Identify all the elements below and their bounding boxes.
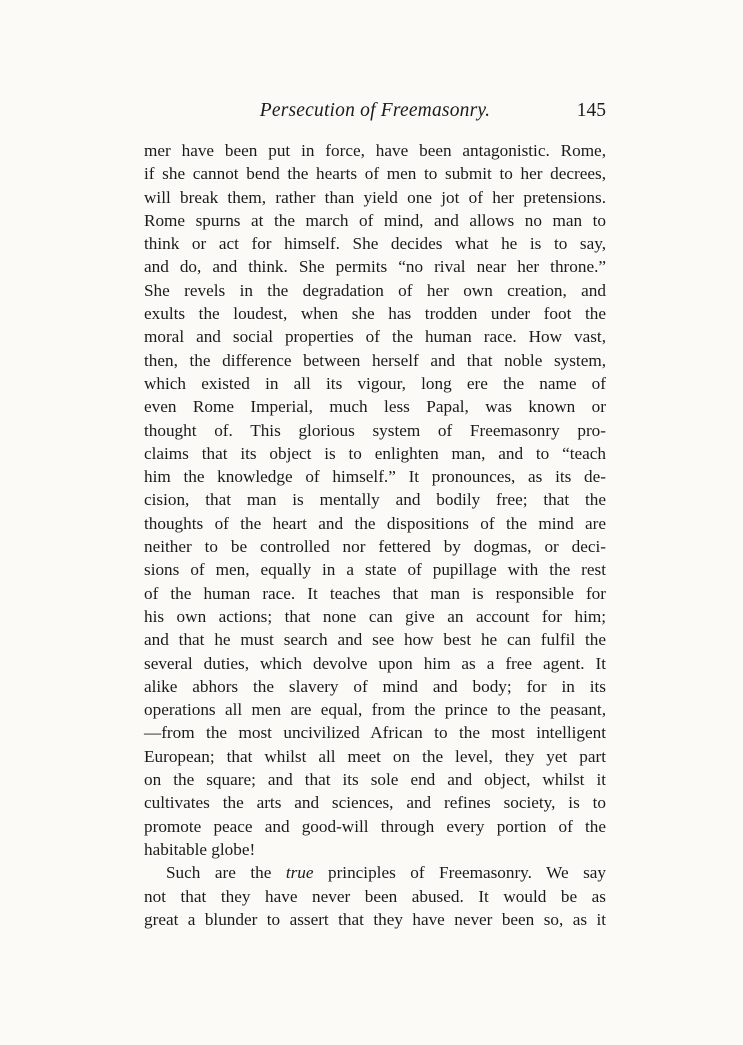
text-line: several duties, which devolve upon him as a free agent. It xyxy=(144,653,606,673)
paragraph-1 xyxy=(144,139,606,861)
text-line: promote peace and good-will through every portion of the xyxy=(144,816,606,836)
text-line: and that he must search and see how best he can fulfil the xyxy=(144,630,606,650)
italic-word: true xyxy=(285,863,314,883)
paragraph-2 xyxy=(144,861,606,931)
text-line: claims that its object is to enlighten man, and to “teach xyxy=(144,443,606,463)
text-line: great a blunder to assert that they have never been so, as it xyxy=(144,909,606,929)
text-line: operations all men are equal, from the prince to the peasant, xyxy=(144,700,606,720)
text-line: then, the difference between herself and that noble system, xyxy=(144,350,606,370)
text-line: not that they have never been abused. It would be as xyxy=(144,886,606,906)
text-line: exults the loudest, when she has trodden under foot the xyxy=(144,304,606,324)
text-line: alike abhors the slavery of mind and body; for in its xyxy=(144,676,606,696)
text-line: sions of men, equally in a state of pupillage with the rest xyxy=(144,560,606,580)
body-text xyxy=(144,139,606,931)
text-segment: Such are the xyxy=(166,863,286,883)
text-line: —from the most uncivilized African to the most intelligent xyxy=(144,723,606,743)
text-line: even Rome Imperial, much less Papal, was known or xyxy=(144,397,606,417)
running-head-title: Persecution of Freemasonry. xyxy=(259,100,491,121)
running-head xyxy=(144,100,606,126)
page-number: 145 xyxy=(576,100,606,121)
text-line: and do, and think. She permits “no rival near her throne.” xyxy=(144,257,606,277)
text-line: on the square; and that its sole end and object, whilst it xyxy=(144,770,606,790)
text-line: thoughts of the heart and the dispositions of the mind are xyxy=(144,513,606,533)
text-line: his own actions; that none can give an account for him; xyxy=(144,606,606,626)
text-line: thought of. This glorious system of Freemasonry pro- xyxy=(144,420,606,440)
text-line: She revels in the degradation of her own creation, and xyxy=(144,280,606,300)
text-line: will break them, rather than yield one jot of her pretensions. xyxy=(144,187,606,207)
text-line: mer have been put in force, have been antagonistic. Rome, xyxy=(144,141,606,160)
text-line: think or act for himself. She decides what he is to say, xyxy=(144,234,606,254)
text-segment: principles of Freemasonry. We say xyxy=(313,863,606,883)
text-line: neither to be controlled nor fettered by dogmas, or deci- xyxy=(144,537,606,557)
text-line: cultivates the arts and sciences, and refines society, is to xyxy=(144,793,606,813)
text-line: moral and social properties of the human race. How vast, xyxy=(144,327,606,347)
text-line: habitable globe! xyxy=(144,839,256,859)
text-line: which existed in all its vigour, long ere the name of xyxy=(144,373,606,393)
text-line: Rome spurns at the march of mind, and allows no man to xyxy=(144,210,606,230)
text-line: of the human race. It teaches that man is responsible for xyxy=(144,583,606,603)
text-line: if she cannot bend the hearts of men to submit to her decrees, xyxy=(144,164,606,184)
text-line: European; that whilst all meet on the level, they yet part xyxy=(144,746,606,766)
text-line: cision, that man is mentally and bodily free; that the xyxy=(144,490,606,510)
text-line xyxy=(144,861,606,884)
text-line: him the knowledge of himself.” It pronounces, as its de- xyxy=(144,467,606,487)
